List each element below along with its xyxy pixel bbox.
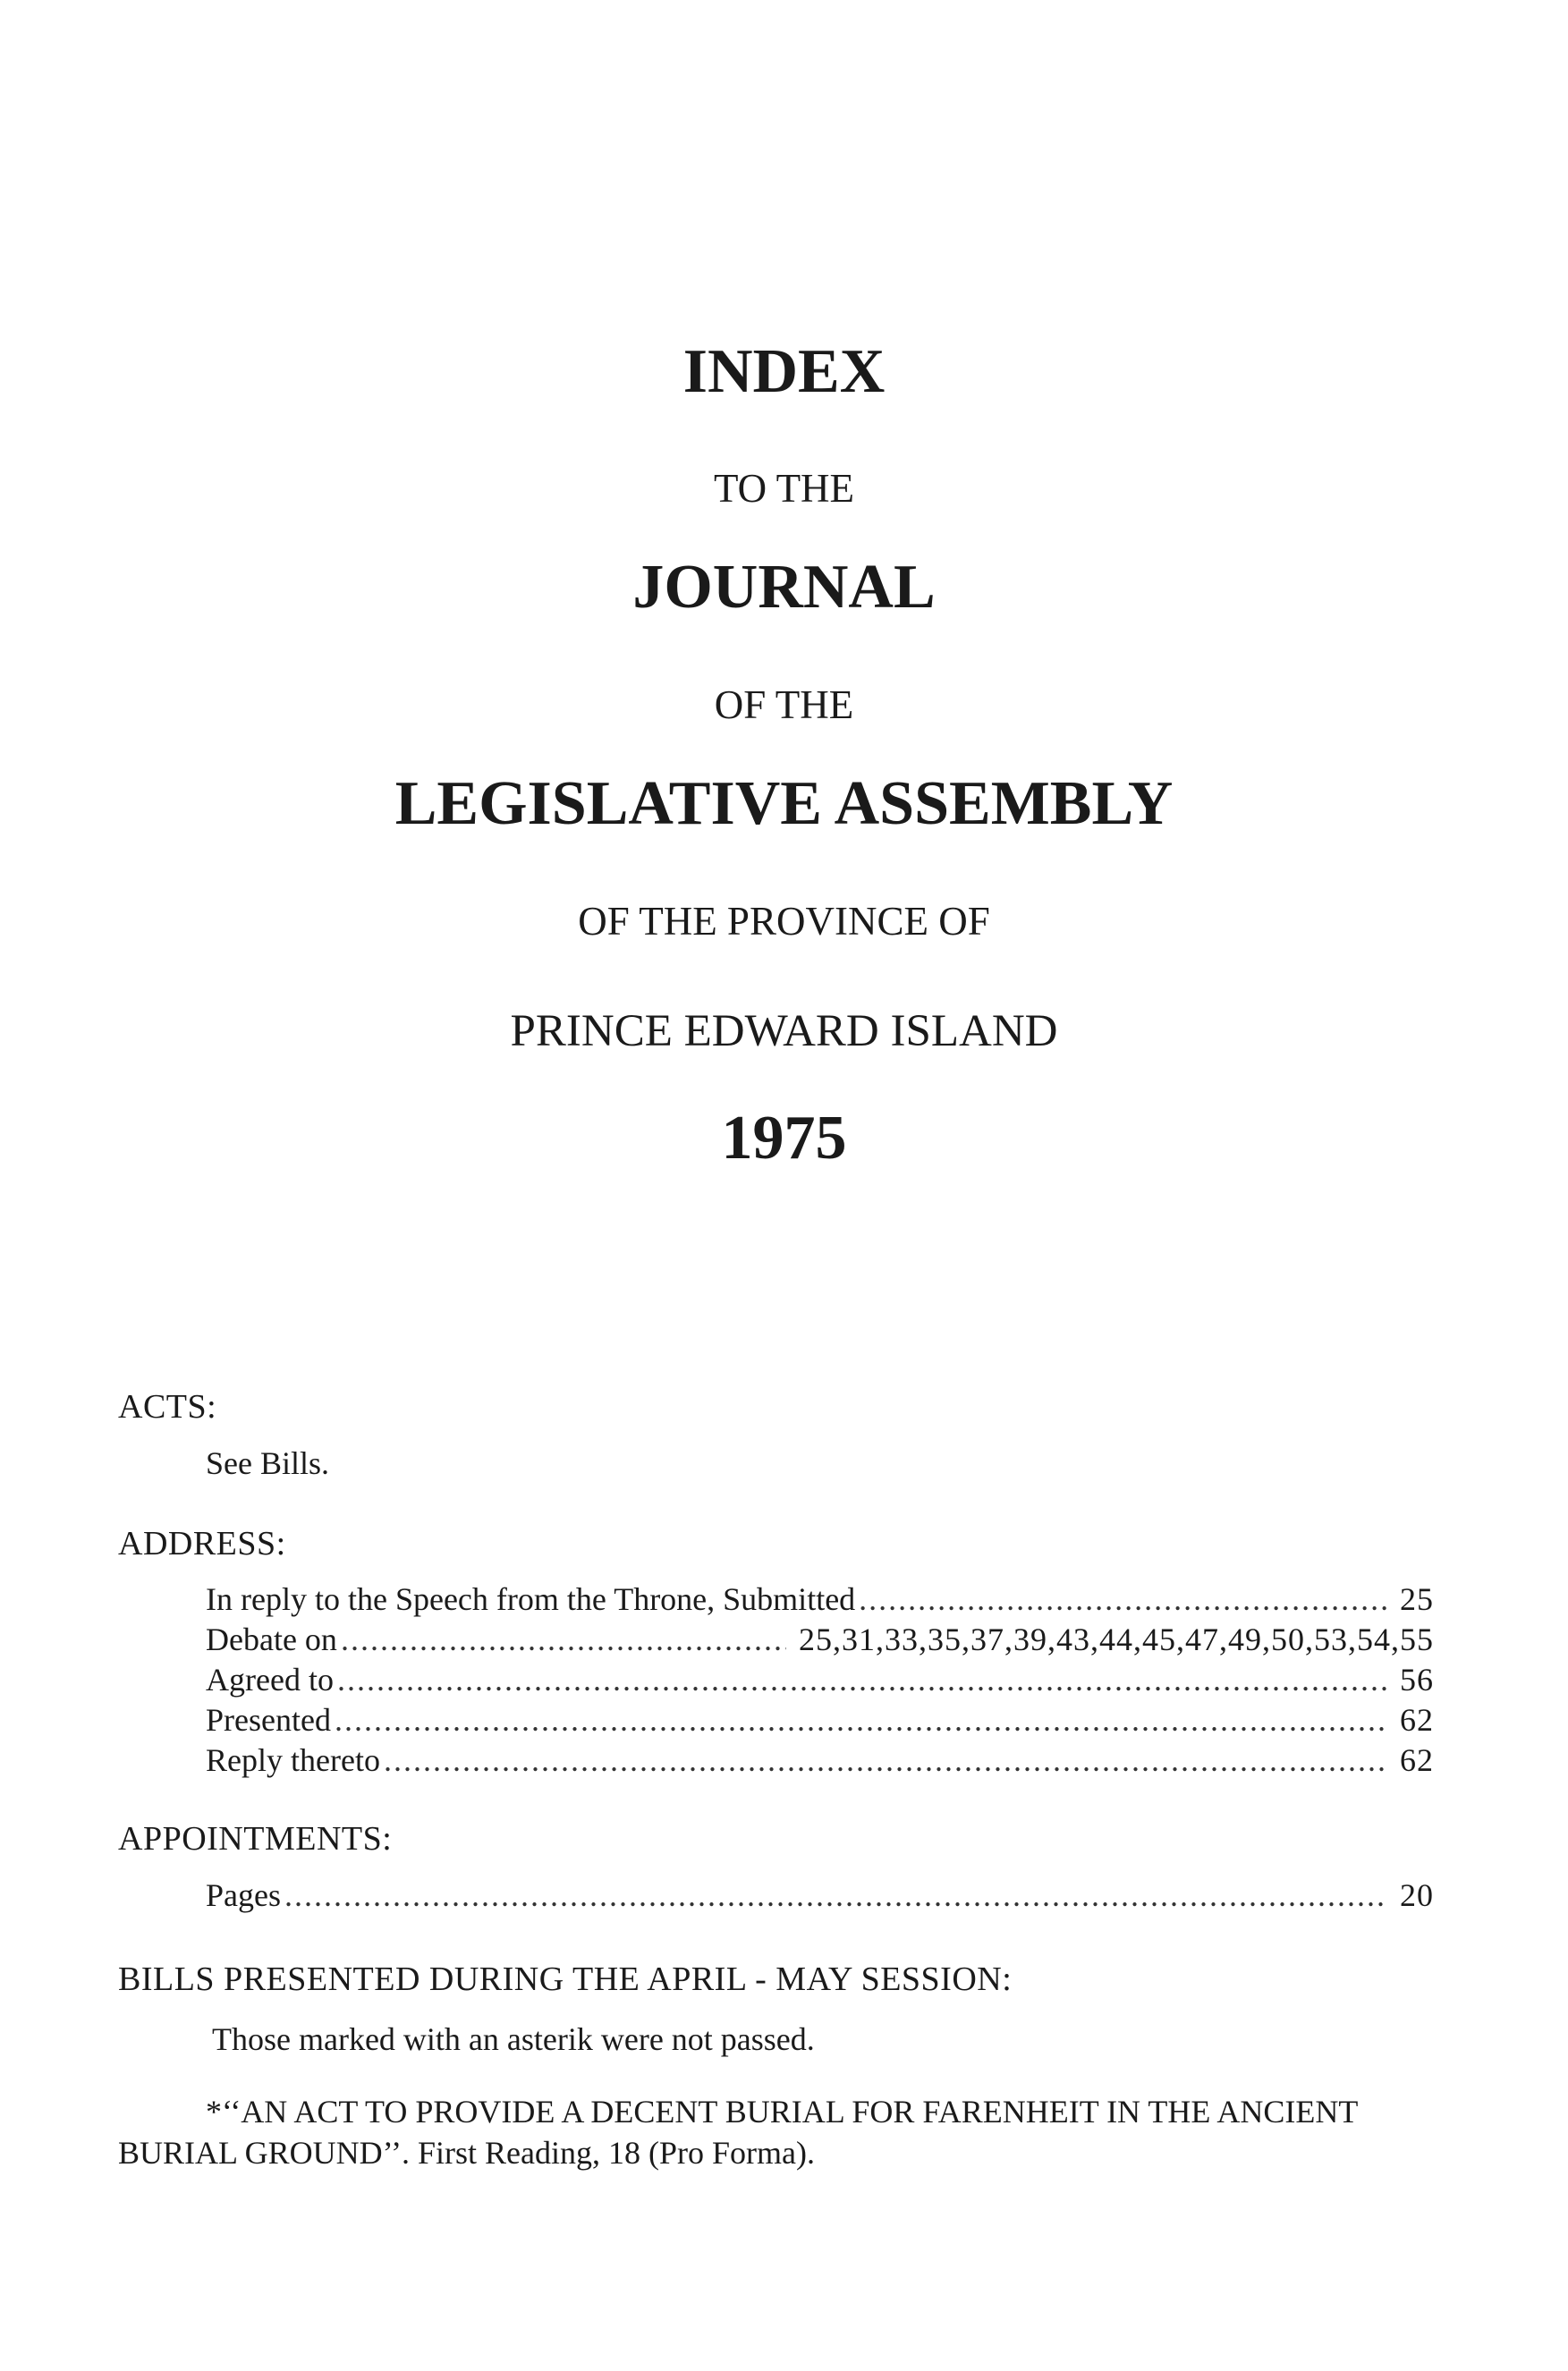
index-entry: [206, 1876, 1434, 1915]
bills-note: Those marked with an asterik were not passed.: [212, 2021, 815, 2057]
address-heading: ADDRESS:: [118, 1525, 286, 1562]
dot-leader: [335, 1700, 1387, 1740]
appointments-heading: APPOINTMENTS:: [118, 1820, 393, 1858]
entry-pages: 25,31,33,35,37,39,43,44,45,47,49,50,53,54,55: [799, 1622, 1434, 1657]
acts-heading: ACTS:: [118, 1388, 217, 1426]
entry-label: Agreed to: [206, 1662, 334, 1698]
entry-pages: 25: [1400, 1581, 1434, 1617]
entry-pages: 62: [1400, 1742, 1434, 1778]
entry-pages: 56: [1400, 1662, 1434, 1698]
index-entry: [206, 1579, 1434, 1619]
index-entry: [206, 1620, 1434, 1659]
dot-leader: [337, 1660, 1387, 1699]
legislative-assembly-title: LEGISLATIVE ASSEMBLY: [394, 769, 1174, 838]
title-of-the: OF THE: [714, 682, 854, 727]
entry-label: Reply thereto: [206, 1742, 380, 1778]
index-entry: [206, 1700, 1434, 1740]
index-entry: [206, 1660, 1434, 1699]
dot-leader: [341, 1620, 786, 1659]
dot-leader: [384, 1740, 1387, 1780]
province-name: PRINCE EDWARD ISLAND: [510, 1006, 1058, 1056]
bill-entry: *‘‘AN ACT TO PROVIDE A DECENT BURIAL FOR FARENHEIT IN THE ANCIENT BURIAL GROUND’’. First Reading, 18 (Pro Forma).: [118, 2094, 1358, 2171]
acts-note: See Bills.: [206, 1445, 330, 1481]
entry-label: Debate on: [206, 1622, 337, 1657]
dot-leader: [859, 1579, 1387, 1619]
dot-leader: [284, 1876, 1387, 1915]
bills-heading: BILLS PRESENTED DURING THE APRIL - MAY SESSION:: [118, 1960, 1013, 1998]
index-entry: [206, 1740, 1434, 1780]
title-to-the: TO THE: [713, 466, 855, 511]
entry-pages: 20: [1400, 1877, 1434, 1913]
entry-label: Pages: [206, 1877, 281, 1913]
entry-pages: 62: [1400, 1702, 1434, 1738]
year-title: 1975: [721, 1104, 847, 1173]
entry-label: Presented: [206, 1702, 331, 1738]
entry-label: In reply to the Speech from the Throne, Submitted: [206, 1581, 856, 1617]
journal-title: JOURNAL: [632, 553, 936, 622]
index-title: INDEX: [682, 337, 886, 406]
title-province-of: OF THE PROVINCE OF: [578, 899, 990, 944]
